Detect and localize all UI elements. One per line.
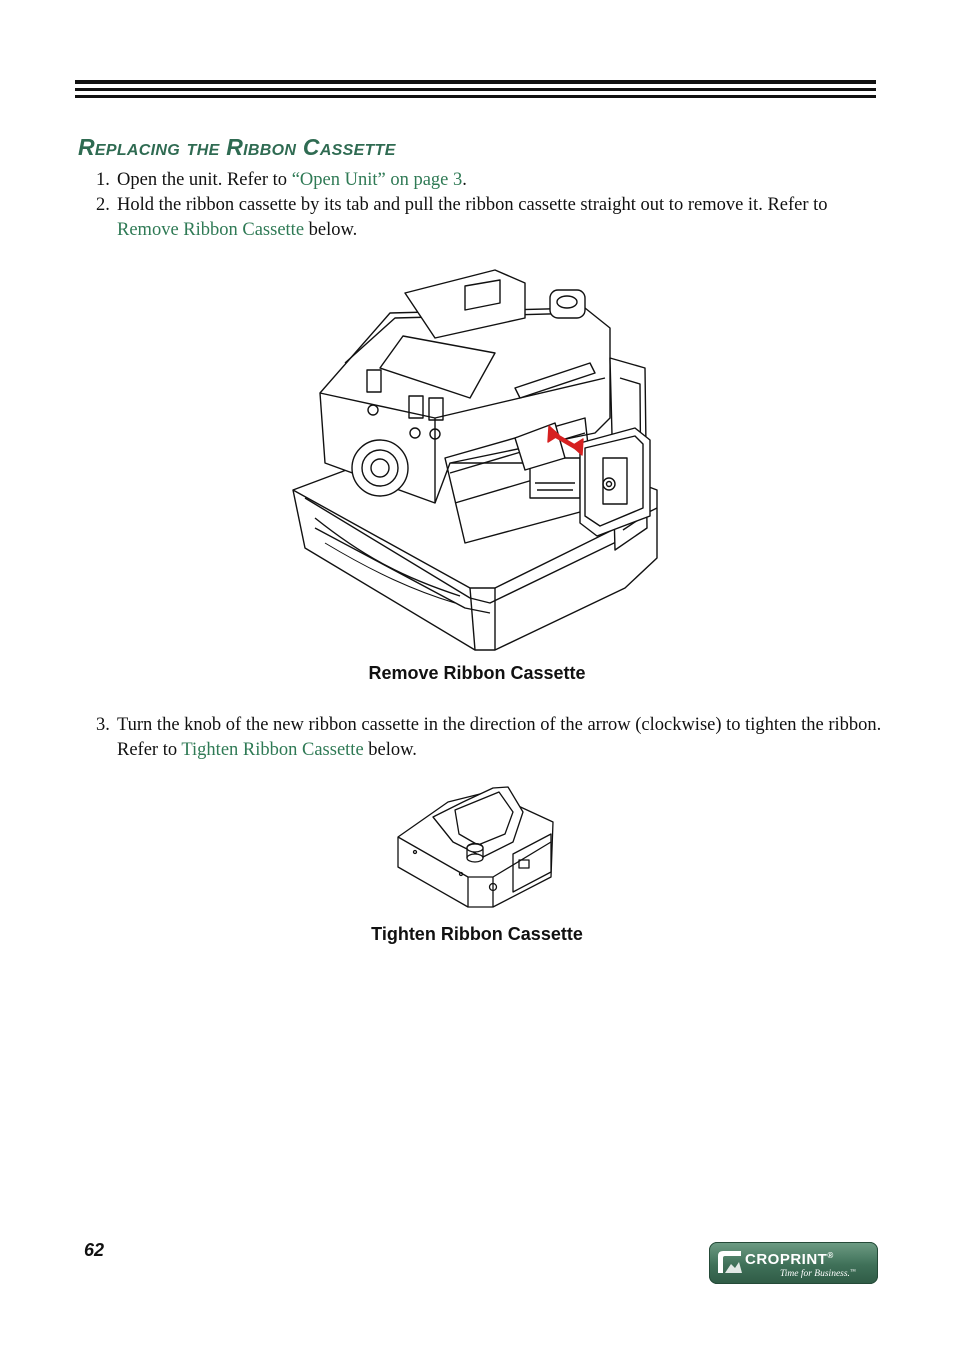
section-title: Replacing the Ribbon Cassette [78,134,396,160]
link-tighten-ribbon-cassette[interactable]: Tighten Ribbon Cassette [181,740,364,760]
link-remove-ribbon-cassette[interactable]: Remove Ribbon Cassette [117,220,305,240]
remove-ribbon-cassette-figure [285,258,665,653]
step-1: 1. Open the unit. Refer to “Open Unit” on page 3. [96,168,886,193]
acroprint-logo: CROPRINT® Time for Business.™ [709,1242,878,1284]
link-open-unit[interactable]: “Open Unit” on page 3 [291,170,463,190]
acroprint-a-logo-icon [717,1250,743,1274]
step-number: 2. [96,195,110,215]
step-3: 3. Turn the knob of the new ribbon cassette in the direction of the arrow (clockwise) to tighten the ribbon. Refer to Tighten Ribbon Cassette below. [96,715,882,760]
step-number: 1. [96,170,110,190]
figure-caption-remove: Remove Ribbon Cassette [368,663,586,683]
page-number: 62 [84,1240,105,1260]
step-number: 3. [96,715,110,735]
header-rules [75,80,876,98]
tighten-ribbon-cassette-figure [393,782,557,912]
figure-caption-tighten: Tighten Ribbon Cassette [371,924,583,944]
step-2: 2. Hold the ribbon cassette by its tab and pull the ribbon cassette straight out to remove it. Refer to Remove Ribbon Cassette below. [96,195,828,240]
